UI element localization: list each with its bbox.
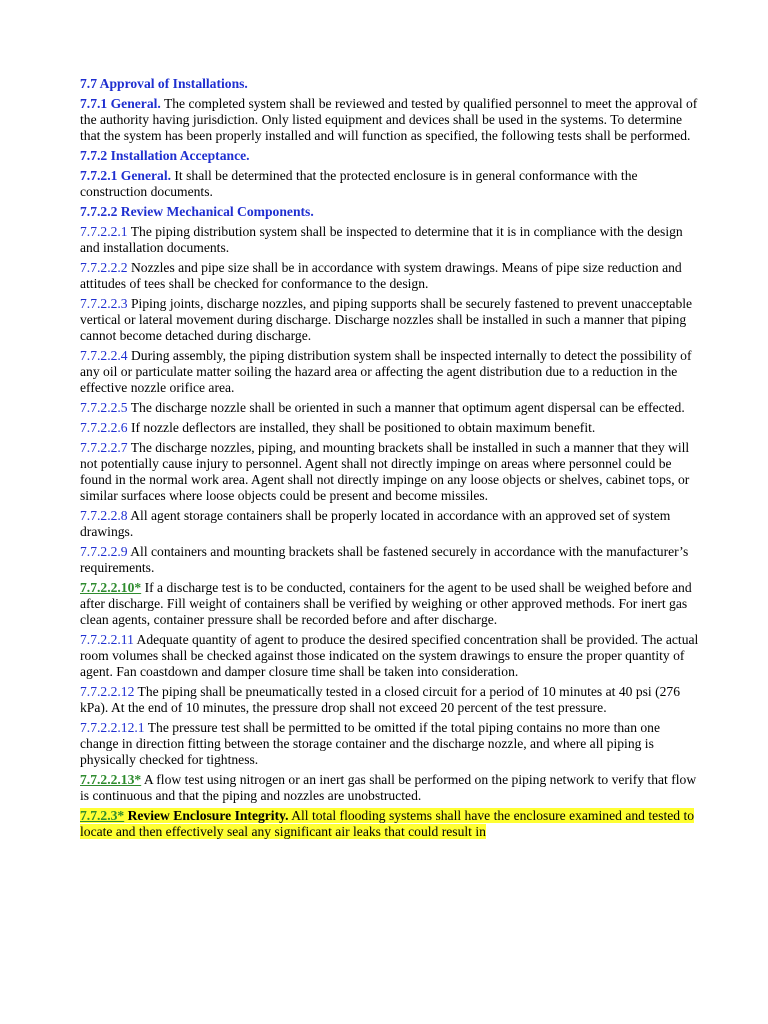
- clause-7-7-2-2-5: [80, 400, 700, 416]
- clause-7-7-2-2-1: [80, 224, 700, 256]
- clause-text: If a discharge test is to be conducted, containers for the agent to be used shall be weighed before and after discharge. Fill weight of containers shall be verified by weighing or other approved methods. For inert gas clean agents, container pressure shall be recorded before and after discharge.: [80, 580, 692, 627]
- clause-7-7-2-2-2: [80, 260, 700, 292]
- clause-number: 7.7.2.2.3: [80, 296, 128, 311]
- clause-text: The discharge nozzle shall be oriented in such a manner that optimum agent dispersal can be effected.: [127, 400, 685, 415]
- clause-text: Adequate quantity of agent to produce the desired specified concentration shall be provided. The actual room volumes shall be checked against those indicated on the system drawings to ensure the proper quantity of agent. Fan coastdown and damper closure time shall be taken into consideration.: [80, 632, 699, 679]
- clause-text: All containers and mounting brackets shall be fastened securely in accordance with the manufacturer’s requirements.: [80, 544, 689, 575]
- clause-number: 7.7.2.2.4: [80, 348, 128, 363]
- section-title: 7.7 Approval of Installations.: [80, 76, 248, 91]
- section-7-7-2-1: [80, 168, 700, 200]
- clause-number: 7.7.2.2.5: [80, 400, 128, 415]
- clause-number: 7.7.2.2.8: [80, 508, 128, 523]
- section-number: 7.7.1 General.: [80, 96, 161, 111]
- clause-text: All agent storage containers shall be properly located in accordance with an approved set of system drawings.: [80, 508, 671, 539]
- clause-text: If nozzle deflectors are installed, they shall be positioned to obtain maximum benefit.: [127, 420, 596, 435]
- clause-text: The piping shall be pneumatically tested in a closed circuit for a period of 10 minutes at 40 psi (276 kPa). At the end of 10 minutes, the pressure drop shall not exceed 20 percent of the test pressure.: [80, 684, 681, 715]
- clause-text: During assembly, the piping distribution system shall be inspected internally to detect the possibility of any oil or particulate matter soiling the hazard area or affecting the agent distribution due to a reduction in the effective nozzle orifice area.: [80, 348, 692, 395]
- clause-7-7-2-2-13: [80, 772, 700, 804]
- clause-title: Review Enclosure Integrity.: [124, 808, 289, 823]
- section-7-7-1: [80, 96, 700, 144]
- section-title: 7.7.2.2 Review Mechanical Components.: [80, 204, 314, 219]
- clause-7-7-2-2-12-1: [80, 720, 700, 768]
- annex-clause-number[interactable]: 7.7.2.2.13*: [80, 772, 142, 787]
- clause-text: A flow test using nitrogen or an inert gas shall be performed on the piping network to verify that flow is continuous and that the piping and nozzles are unobstructed.: [80, 772, 697, 803]
- clause-7-7-2-2-8: [80, 508, 700, 540]
- document-body: [80, 76, 700, 844]
- clause-text: Piping joints, discharge nozzles, and piping supports shall be securely fastened to prevent unacceptable vertical or lateral movement during discharge. Discharge nozzles shall be installed in such a manner that piping cannot become detached during discharge.: [80, 296, 693, 343]
- section-text: The completed system shall be reviewed and tested by qualified personnel to meet the approval of the authority having jurisdiction. Only listed equipment and devices shall be used in the systems. To determine that the system has been properly installed and will function as specified, the following tests shall be performed.: [80, 96, 698, 143]
- clause-7-7-2-2-4: [80, 348, 700, 396]
- clause-7-7-2-2-9: [80, 544, 700, 576]
- section-title: 7.7.2 Installation Acceptance.: [80, 148, 250, 163]
- annex-clause-number[interactable]: 7.7.2.3*: [80, 808, 125, 823]
- clause-number: 7.7.2.2.12: [80, 684, 135, 699]
- section-heading-7-7-2-2: [80, 204, 700, 220]
- clause-7-7-2-2-6: [80, 420, 700, 436]
- clause-number: 7.7.2.2.1: [80, 224, 128, 239]
- clause-7-7-2-2-7: [80, 440, 700, 504]
- clause-number: 7.7.2.2.7: [80, 440, 128, 455]
- clause-number: 7.7.2.2.9: [80, 544, 128, 559]
- clause-text: Nozzles and pipe size shall be in accordance with system drawings. Means of pipe size reduction and attitudes of tees shall be checked for conformance to the design.: [80, 260, 682, 291]
- clause-number: 7.7.2.2.2: [80, 260, 128, 275]
- clause-7-7-2-2-3: [80, 296, 700, 344]
- clause-text: The discharge nozzles, piping, and mounting brackets shall be installed in such a manner that they will not potentially cause injury to personnel. Agent shall not directly impinge on areas where personnel could be found in the normal work area. Agent shall not directly impinge on any loose objects or shelves, cabinet tops, or similar surfaces where loose objects could be present and become missiles.: [80, 440, 690, 503]
- section-text: It shall be determined that the protected enclosure is in general conformance with the construction documents.: [80, 168, 638, 199]
- clause-number: 7.7.2.2.6: [80, 420, 128, 435]
- clause-7-7-2-2-10: [80, 580, 700, 628]
- clause-number: 7.7.2.2.12.1: [80, 720, 145, 735]
- clause-text: The pressure test shall be permitted to be omitted if the total piping contains no more than one change in direction fitting between the storage container and the discharge nozzle, and where all piping is physically checked for tightness.: [80, 720, 661, 767]
- section-heading-7-7: [80, 76, 700, 92]
- clause-text: The piping distribution system shall be inspected to determine that it is in compliance with the design and installation documents.: [80, 224, 683, 255]
- section-heading-7-7-2: [80, 148, 700, 164]
- clause-7-7-2-3-highlighted: [80, 808, 700, 840]
- clause-7-7-2-2-12: [80, 684, 700, 716]
- clause-7-7-2-2-11: [80, 632, 700, 680]
- annex-clause-number[interactable]: 7.7.2.2.10*: [80, 580, 142, 595]
- section-number: 7.7.2.1 General.: [80, 168, 171, 183]
- clause-text: All total flooding systems shall have the enclosure examined and tested to locate and then effectively seal any significant air leaks that could result in: [80, 808, 695, 839]
- highlighted-passage: [80, 808, 694, 839]
- clause-number: 7.7.2.2.11: [80, 632, 134, 647]
